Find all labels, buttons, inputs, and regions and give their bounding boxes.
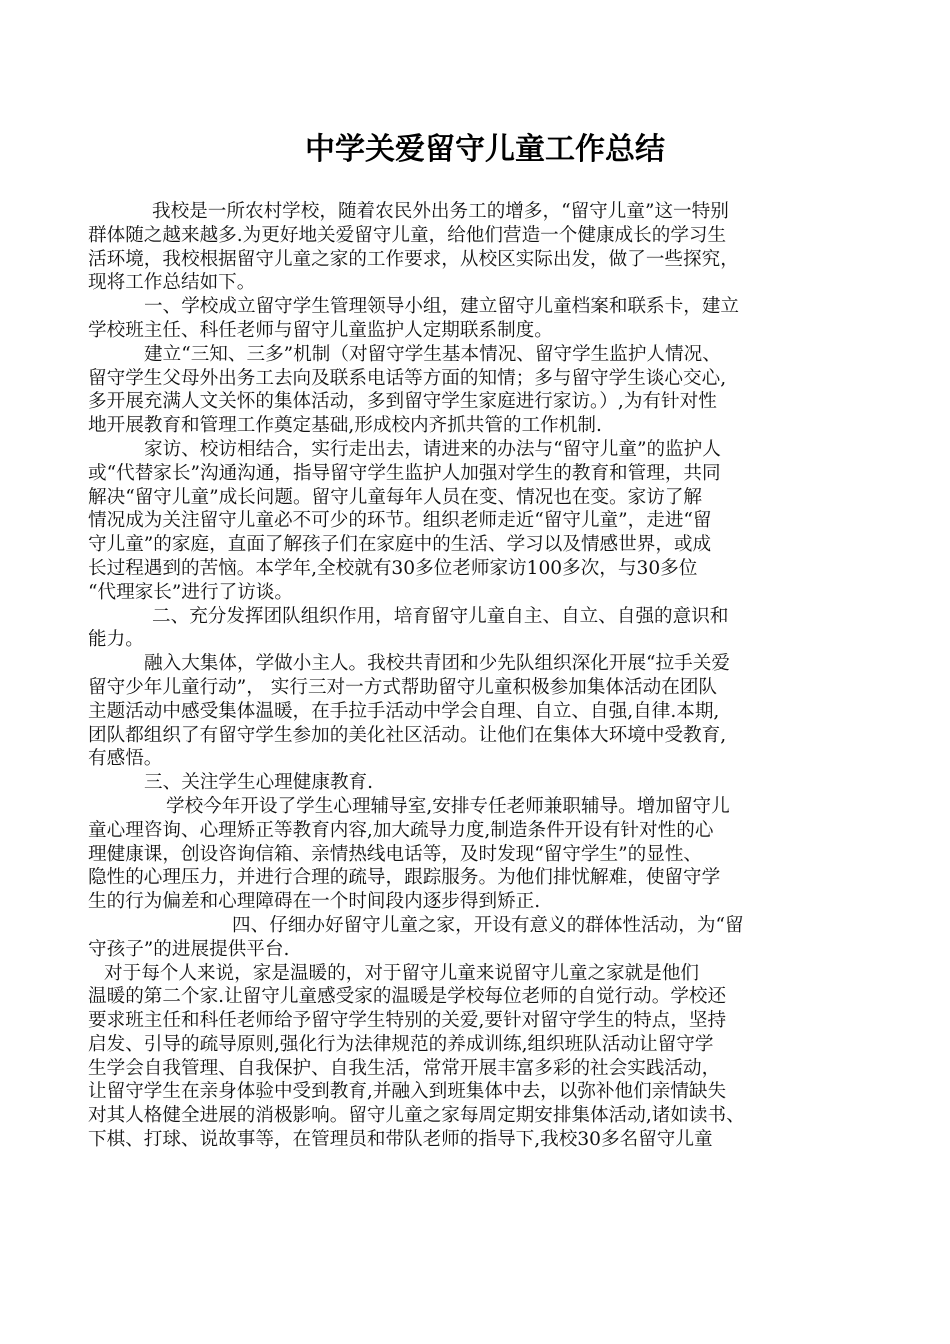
text-line: 情况成为关注留守儿童必不可少的环节。组织老师走近“留守儿童”，走进“留 xyxy=(88,510,712,532)
text-line: 群体随之越来越多.为更好地关爱留守儿童，给他们营造一个健康成长的学习生 xyxy=(88,224,727,246)
text-line: 活环境，我校根据留守儿童之家的工作要求，从校区实际出发，做了一些探究， xyxy=(88,248,739,270)
text-line: 对其人格健全进展的消极影响。留守儿童之家每周定期安排集体活动,诸如读书、 xyxy=(88,1105,745,1127)
text-line: 对于每个人来说，家是温暖的，对于留守儿童来说留守儿童之家就是他们 xyxy=(104,962,700,984)
text-line: 多开展充满人文关怀的集体活动，多到留守学生家庭进行家访。）,为有针对性 xyxy=(88,391,717,413)
document-title: 中学关爱留守儿童工作总结 xyxy=(305,132,665,167)
text-line: 隐性的心理压力，并进行合理的疏导，跟踪服务。为他们排忧解难，使留守学 xyxy=(88,867,721,889)
text-line: 或“代替家长”沟通沟通，指导留守学生监护人加强对学生的教育和管理，共同 xyxy=(88,462,721,484)
text-line: 有感悟。 xyxy=(88,748,163,770)
text-line: 现将工作总结如下。 xyxy=(88,272,256,294)
text-line: 启发、引导的疏导原则,强化行为法律规范的养成训练,组织班队活动让留守学 xyxy=(88,1033,714,1055)
text-line: 要求班主任和科任老师给予留守学生特别的关爱,要针对留守学生的特点，坚持 xyxy=(88,1010,727,1032)
text-line: 长过程遇到的苦恼。本学年,全校就有30多位老师家访100多次，与30多位 xyxy=(88,557,698,579)
text-line: 建立“三知、三多”机制（对留守学生基本情况、留守学生监护人情况、 xyxy=(144,343,721,365)
text-line: 生学会自我管理、自我保护、自我生活，常常开展丰富多彩的社会实践活动， xyxy=(88,1057,721,1079)
text-line: 留守少年儿童行动”， 实行三对一方式帮助留守儿童积极参加集体活动在团队 xyxy=(88,676,718,698)
text-line: 解决“留守儿童”成长问题。留守儿童每年人员在变、情况也在变。家访了解 xyxy=(88,486,703,508)
text-line: 下棋、打球、说故事等，在管理员和带队老师的指导下,我校30多名留守儿童 xyxy=(88,1129,713,1151)
text-line: 二、充分发挥团队组织作用，培育留守儿童自主、自立、自强的意识和 xyxy=(152,605,729,627)
text-line: 团队都组织了有留守学生参加的美化社区活动。让他们在集体大环境中受教育, xyxy=(88,724,727,746)
text-line: 家访、校访相结合，实行走出去，请进来的办法与“留守儿童”的监护人 xyxy=(144,438,721,460)
text-line: 学校班主任、科任老师与留守儿童监护人定期联系制度。 xyxy=(88,319,553,341)
text-line: 学校今年开设了学生心理辅导室,安排专任老师兼职辅导。增加留守儿 xyxy=(166,795,730,817)
text-line: 童心理咨询、心理矫正等教育内容,加大疏导力度,制造条件开设有针对性的心 xyxy=(88,819,714,841)
text-line: 一、学校成立留守学生管理领导小组，建立留守儿童档案和联系卡，建立 xyxy=(144,296,740,318)
text-line: 让留守学生在亲身体验中受到教育,并融入到班集体中去，以弥补他们亲情缺失 xyxy=(88,1081,727,1103)
text-line: 主题活动中感受集体温暖，在手拉手活动中学会自理、自立、自强,自律.本期, xyxy=(88,700,720,722)
text-line: 地开展教育和管理工作奠定基础,形成校内齐抓共管的工作机制. xyxy=(88,415,602,437)
text-line: 三、关注学生心理健康教育. xyxy=(144,772,374,794)
text-line: 温暖的第二个家.让留守儿童感受家的温暖是学校每位老师的自觉行动。学校还 xyxy=(88,986,727,1008)
text-line: 理健康课，创设咨询信箱、亲情热线电话等，及时发现“留守学生”的显性、 xyxy=(88,843,703,865)
text-line: 守孩子”的进展提供平台. xyxy=(88,938,290,960)
text-line: 四、仔细办好留守儿童之家，开设有意义的群体性活动，为“留 xyxy=(232,914,744,936)
text-line: 融入大集体，学做小主人。我校共青团和少先队组织深化开展“拉手关爱 xyxy=(144,653,730,675)
text-line: 能力。 xyxy=(88,629,144,651)
text-line: 守儿童”的家庭，直面了解孩子们在家庭中的生活、学习以及情感世界，或成 xyxy=(88,534,712,556)
text-line: 生的行为偏差和心理障碍在一个时间段内逐步得到矫正. xyxy=(88,891,541,913)
document-body xyxy=(88,200,870,1152)
text-line: 我校是一所农村学校，随着农民外出务工的增多，“留守儿童”这一特别 xyxy=(152,201,729,222)
text-line: 留守学生父母外出务工去向及联系电话等方面的知情；多与留守学生谈心交心, xyxy=(88,367,727,389)
text-line: “代理家长”进行了访谈。 xyxy=(88,581,293,603)
